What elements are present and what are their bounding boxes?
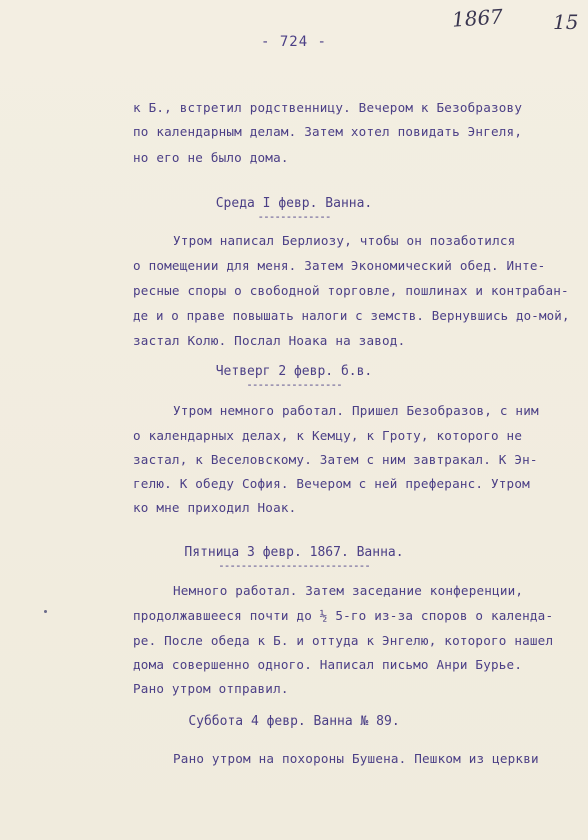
text-line: Рано утром на похороны Бушена. Пешком из церкви: [173, 751, 539, 766]
heading-underline: ---------------------------: [218, 559, 370, 572]
text-line: но его не было дома.: [133, 150, 289, 165]
text-line: Утром написал Берлиозу, чтобы он позаботился: [173, 233, 516, 248]
text-line: Утром немного работал. Пришел Безобразов, с ним: [173, 403, 539, 418]
text-line: ре. После обеда к Б. и оттуда к Энгелю, которого нашел: [133, 633, 554, 648]
heading-underline: -------------: [257, 210, 331, 223]
handwritten-sheet-number: 15: [553, 10, 579, 34]
text-line: о календарных делах, к Кемцу, к Гроту, которого не: [133, 428, 523, 443]
text-line: Немного работал. Затем заседание конференции,: [173, 583, 524, 598]
page-number: - 724 -: [260, 34, 327, 50]
paper-speck: [44, 610, 47, 613]
text-line: о помещении для меня. Затем Экономический обед. Инте-: [133, 258, 546, 273]
text-line: де и о праве повышать налоги с земств. Вернувшись до-мой,: [133, 308, 570, 323]
text-line: ко мне приходил Ноак.: [133, 500, 297, 515]
text-line: гелю. К обеду София. Вечером с ней преферанс. Утром: [133, 476, 530, 491]
text-line: застал Колю. Послал Ноака на завод.: [133, 333, 406, 348]
text-line: продолжавшееся почти до ½ 5-го из-за споров о календа-: [133, 608, 554, 623]
heading-underline: -----------------: [246, 378, 342, 391]
text-line: дома совершенно одного. Написал письмо Анри Бурье.: [133, 657, 523, 672]
text-line: ресные споры о свободной торговле, пошлинах и контрабан-: [133, 283, 569, 298]
entry-heading: Четверг 2 февр. б.в.: [215, 364, 373, 379]
entry-heading: Суббота 4 февр. Ванна № 89.: [188, 714, 400, 729]
text-line: по календарным делам. Затем хотел повидать Энгеля,: [133, 124, 523, 139]
entry-heading: Пятница 3 февр. 1867. Ванна.: [184, 545, 404, 560]
text-line: к Б., встретил родственницу. Вечером к Безобразову: [133, 100, 523, 115]
entry-heading: Среда I февр. Ванна.: [215, 196, 373, 211]
handwritten-year: 1867: [451, 4, 504, 32]
text-line: застал, к Веселовскому. Затем с ним завтракал. К Эн-: [133, 452, 538, 467]
text-line: Рано утром отправил.: [133, 681, 289, 696]
